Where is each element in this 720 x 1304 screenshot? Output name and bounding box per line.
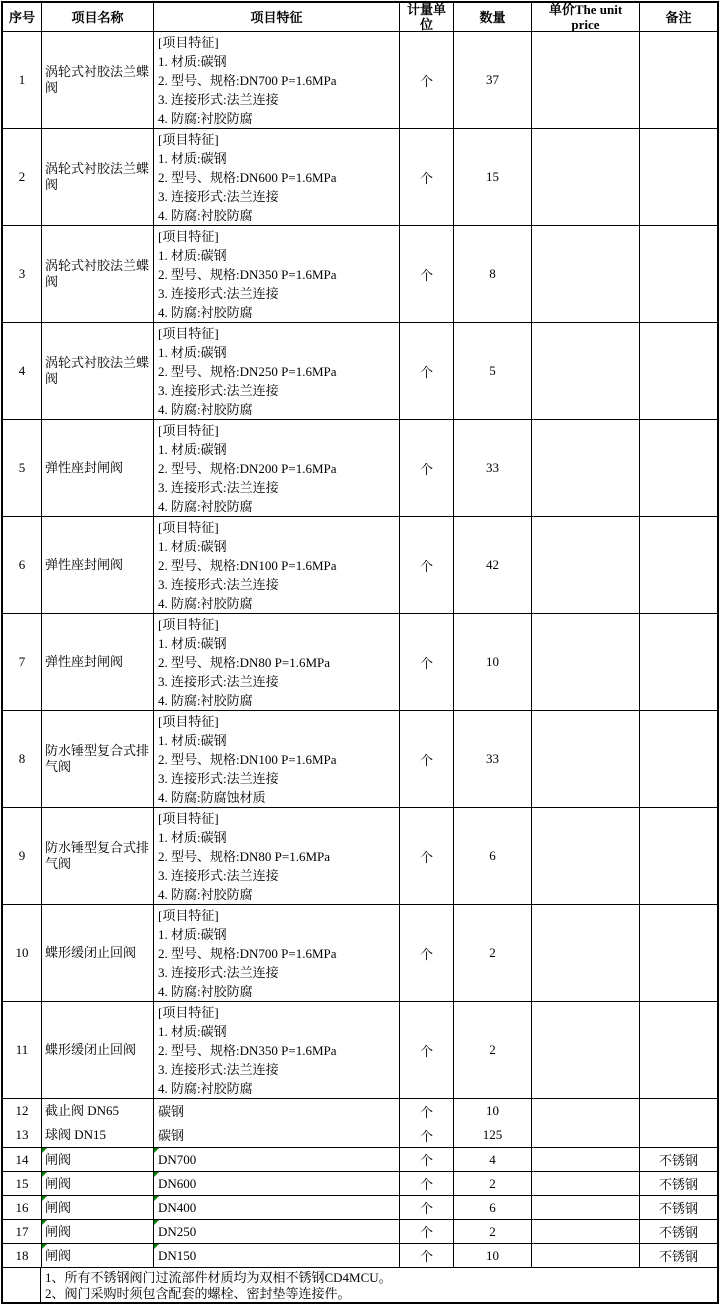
item-name-text: 闸阀 <box>45 1151 72 1167</box>
cell-serial: 12 <box>15 1103 29 1118</box>
cell-serial: 3 <box>18 266 26 281</box>
feature-line: 3. 连接形式:法兰连接 <box>158 867 279 883</box>
cell-flag-icon <box>42 1172 47 1177</box>
cell-unit: 个 <box>399 614 453 710</box>
cell-flag-icon <box>154 1196 159 1201</box>
cell-remark <box>639 905 717 1001</box>
cell-features <box>153 711 399 807</box>
feature-line: 1. 材质:碳钢 <box>158 926 227 942</box>
cell-features <box>153 1002 399 1098</box>
quantities-table <box>1 1 719 1304</box>
cell-features <box>153 323 399 419</box>
cell-price <box>531 1172 639 1195</box>
table-row <box>3 1001 717 1098</box>
cell-features <box>153 1196 399 1219</box>
feature-line: DN400 <box>158 1200 197 1215</box>
table-row <box>3 1147 717 1171</box>
cell-price <box>531 1196 639 1219</box>
cell-remark: 不锈钢 <box>639 1196 717 1219</box>
feature-line: 2. 型号、规格:DN350 P=1.6MPa <box>158 266 337 282</box>
cell-price <box>531 129 639 225</box>
feature-line: 2. 型号、规格:DN200 P=1.6MPa <box>158 460 337 476</box>
feature-line: 3. 连接形式:法兰连接 <box>158 770 279 786</box>
cell-serial: 17 <box>15 1223 29 1239</box>
item-name-text: 球阀 DN15 <box>45 1127 107 1142</box>
cell-price <box>531 517 639 613</box>
table-row <box>3 1098 717 1123</box>
feature-line: 3. 连接形式:法兰连接 <box>158 1061 279 1077</box>
cell-qty: 2 <box>453 1002 531 1098</box>
item-name-text: 闸阀 <box>45 1247 72 1263</box>
cell-unit: 个 <box>399 1196 453 1219</box>
cell-serial: 8 <box>18 751 26 766</box>
cell-flag-icon <box>42 1220 47 1225</box>
feature-line: [项目特征] <box>158 131 219 147</box>
item-name-text: 蝶形缓闭止回阀 <box>45 945 137 960</box>
cell-flag-icon <box>154 1172 159 1177</box>
cell-remark <box>639 1123 717 1147</box>
cell-serial: 9 <box>18 848 26 863</box>
table-body <box>3 31 717 1267</box>
item-name-text: 防水锤型复合式排气阀 <box>45 743 150 774</box>
cell-features <box>153 1148 399 1171</box>
item-name-text: 蝶形缓闭止回阀 <box>45 1042 137 1057</box>
feature-line: 4. 防腐:衬胶防腐 <box>158 207 253 223</box>
table-row <box>3 807 717 904</box>
cell-item-name <box>41 1196 153 1219</box>
cell-remark <box>639 1099 717 1123</box>
cell-qty: 2 <box>453 905 531 1001</box>
note-line: 1、所有不锈钢阀门过流部件材质均为双相不锈钢CD4MCU。 <box>45 1270 392 1285</box>
feature-line: [项目特征] <box>158 907 219 923</box>
notes-spacer <box>3 1268 41 1302</box>
cell-price <box>531 1148 639 1171</box>
feature-line: [项目特征] <box>158 810 219 826</box>
cell-serial: 16 <box>15 1199 29 1215</box>
cell-remark: 不锈钢 <box>639 1220 717 1243</box>
cell-price <box>531 226 639 322</box>
cell-features <box>153 1123 399 1147</box>
cell-unit: 个 <box>399 32 453 128</box>
cell-item-name <box>41 1172 153 1195</box>
header-item-name: 项目名称 <box>41 3 153 31</box>
cell-unit: 个 <box>399 1123 453 1147</box>
feature-line: 2. 型号、规格:DN700 P=1.6MPa <box>158 72 337 88</box>
item-name-text: 涡轮式衬胶法兰蝶阀 <box>45 64 150 95</box>
cell-price <box>531 1244 639 1267</box>
cell-features <box>153 1244 399 1267</box>
cell-serial: 14 <box>15 1151 29 1167</box>
cell-unit: 个 <box>399 517 453 613</box>
cell-unit: 个 <box>399 711 453 807</box>
cell-features <box>153 808 399 904</box>
table-row <box>3 710 717 807</box>
feature-line: 1. 材质:碳钢 <box>158 150 227 166</box>
feature-line: 4. 防腐:衬胶防腐 <box>158 304 253 320</box>
cell-price <box>531 711 639 807</box>
table-row <box>3 128 717 225</box>
cell-price <box>531 1002 639 1098</box>
cell-unit: 个 <box>399 1244 453 1267</box>
feature-line: [项目特征] <box>158 325 219 341</box>
item-name-text: 防水锤型复合式排气阀 <box>45 840 150 871</box>
cell-item-name <box>41 32 153 128</box>
cell-item-name <box>41 1123 153 1147</box>
table-row <box>3 1171 717 1195</box>
feature-line: 2. 型号、规格:DN350 P=1.6MPa <box>158 1042 337 1058</box>
cell-item-name <box>41 1220 153 1243</box>
feature-line: 4. 防腐:衬胶防腐 <box>158 886 253 902</box>
table-row <box>3 613 717 710</box>
cell-features <box>153 129 399 225</box>
feature-line: 2. 型号、规格:DN600 P=1.6MPa <box>158 169 337 185</box>
cell-flag-icon <box>154 1220 159 1225</box>
cell-qty: 33 <box>453 420 531 516</box>
cell-price <box>531 32 639 128</box>
header-features: 项目特征 <box>153 3 399 31</box>
cell-features <box>153 1172 399 1195</box>
cell-qty: 37 <box>453 32 531 128</box>
cell-item-name <box>41 1002 153 1098</box>
feature-line: 4. 防腐:衬胶防腐 <box>158 498 253 514</box>
feature-line: [项目特征] <box>158 1004 219 1020</box>
cell-flag-icon <box>42 1244 47 1249</box>
cell-serial: 7 <box>18 654 26 669</box>
feature-line: 2. 型号、规格:DN100 P=1.6MPa <box>158 751 337 767</box>
cell-qty: 8 <box>453 226 531 322</box>
table-row <box>3 419 717 516</box>
feature-line: 3. 连接形式:法兰连接 <box>158 964 279 980</box>
table-header-row <box>3 3 717 31</box>
cell-remark <box>639 129 717 225</box>
cell-qty: 6 <box>453 808 531 904</box>
feature-line: 1. 材质:碳钢 <box>158 53 227 69</box>
cell-qty: 10 <box>453 1244 531 1267</box>
item-name-text: 弹性座封闸阀 <box>45 557 124 572</box>
item-name-text: 涡轮式衬胶法兰蝶阀 <box>45 258 150 289</box>
table-row <box>3 31 717 128</box>
table-row <box>3 225 717 322</box>
feature-line: 碳钢 <box>158 1127 185 1143</box>
feature-line: 2. 型号、规格:DN100 P=1.6MPa <box>158 557 337 573</box>
item-name-text: 截止阀 DN65 <box>45 1103 120 1118</box>
cell-remark: 不锈钢 <box>639 1172 717 1195</box>
feature-line: 1. 材质:碳钢 <box>158 732 227 748</box>
cell-item-name <box>41 1148 153 1171</box>
cell-item-name <box>41 808 153 904</box>
cell-price <box>531 420 639 516</box>
notes-row <box>3 1267 717 1302</box>
header-qty: 数量 <box>453 3 531 31</box>
cell-unit: 个 <box>399 420 453 516</box>
cell-features <box>153 32 399 128</box>
cell-item-name <box>41 614 153 710</box>
feature-line: 1. 材质:碳钢 <box>158 635 227 651</box>
cell-remark <box>639 517 717 613</box>
feature-line: 2. 型号、规格:DN250 P=1.6MPa <box>158 363 337 379</box>
cell-item-name <box>41 129 153 225</box>
cell-qty: 42 <box>453 517 531 613</box>
feature-line: [项目特征] <box>158 422 219 438</box>
feature-line: 3. 连接形式:法兰连接 <box>158 188 279 204</box>
cell-price <box>531 1123 639 1147</box>
item-name-text: 弹性座封闸阀 <box>45 460 124 475</box>
cell-remark: 不锈钢 <box>639 1148 717 1171</box>
table-row <box>3 516 717 613</box>
item-name-text: 弹性座封闸阀 <box>45 654 124 669</box>
feature-line: [项目特征] <box>158 519 219 535</box>
feature-line: DN150 <box>158 1248 197 1263</box>
cell-unit: 个 <box>399 1099 453 1123</box>
item-name-text: 闸阀 <box>45 1199 72 1215</box>
table-row <box>3 1243 717 1267</box>
feature-line: 1. 材质:碳钢 <box>158 1023 227 1039</box>
cell-remark <box>639 1002 717 1098</box>
cell-item-name <box>41 905 153 1001</box>
cell-features <box>153 420 399 516</box>
table-row <box>3 322 717 419</box>
feature-line: 3. 连接形式:法兰连接 <box>158 673 279 689</box>
feature-line: 3. 连接形式:法兰连接 <box>158 576 279 592</box>
header-serial: 序号 <box>8 9 35 25</box>
cell-item-name <box>41 517 153 613</box>
cell-remark <box>639 420 717 516</box>
cell-unit: 个 <box>399 129 453 225</box>
feature-line: [项目特征] <box>158 228 219 244</box>
table-row <box>3 1195 717 1219</box>
cell-flag-icon <box>154 1148 159 1153</box>
cell-unit: 个 <box>399 323 453 419</box>
feature-line: 1. 材质:碳钢 <box>158 344 227 360</box>
cell-features <box>153 905 399 1001</box>
feature-line: 1. 材质:碳钢 <box>158 829 227 845</box>
cell-qty: 4 <box>453 1148 531 1171</box>
feature-line: [项目特征] <box>158 34 219 50</box>
item-name-text: 涡轮式衬胶法兰蝶阀 <box>45 355 150 386</box>
cell-unit: 个 <box>399 1148 453 1171</box>
cell-remark <box>639 808 717 904</box>
header-unit-price: 单价The unit price <box>531 3 639 31</box>
feature-line: DN600 <box>158 1176 197 1191</box>
cell-serial: 10 <box>15 945 29 960</box>
cell-remark <box>639 226 717 322</box>
cell-flag-icon <box>42 1196 47 1201</box>
cell-serial: 5 <box>18 460 26 475</box>
feature-line: 2. 型号、规格:DN700 P=1.6MPa <box>158 945 337 961</box>
feature-line: [项目特征] <box>158 616 219 632</box>
cell-qty: 2 <box>453 1220 531 1243</box>
cell-serial: 18 <box>15 1247 29 1263</box>
cell-unit: 个 <box>399 808 453 904</box>
feature-line: [项目特征] <box>158 713 219 729</box>
cell-item-name <box>41 1244 153 1267</box>
cell-qty: 5 <box>453 323 531 419</box>
feature-line: 3. 连接形式:法兰连接 <box>158 285 279 301</box>
feature-line: 4. 防腐:防腐蚀材质 <box>158 789 266 805</box>
cell-price <box>531 1220 639 1243</box>
table-row <box>3 1123 717 1147</box>
cell-remark <box>639 323 717 419</box>
feature-line: 4. 防腐:衬胶防腐 <box>158 401 253 417</box>
feature-line: 碳钢 <box>158 1103 185 1119</box>
cell-unit: 个 <box>399 1002 453 1098</box>
cell-serial: 11 <box>15 1042 29 1057</box>
feature-line: 4. 防腐:衬胶防腐 <box>158 1080 253 1096</box>
cell-price <box>531 905 639 1001</box>
notes-body <box>41 1268 717 1302</box>
note-line: 2、阀门采购时须包含配套的螺栓、密封垫等连接件。 <box>45 1286 351 1301</box>
cell-price <box>531 808 639 904</box>
cell-features <box>153 1220 399 1243</box>
cell-remark: 不锈钢 <box>639 1244 717 1267</box>
cell-price <box>531 1099 639 1123</box>
cell-serial: 4 <box>18 363 26 378</box>
cell-serial: 1 <box>18 72 26 87</box>
feature-line: 3. 连接形式:法兰连接 <box>158 91 279 107</box>
feature-line: 1. 材质:碳钢 <box>158 441 227 457</box>
cell-remark <box>639 614 717 710</box>
item-name-text: 涡轮式衬胶法兰蝶阀 <box>45 161 150 192</box>
cell-serial: 2 <box>18 169 26 184</box>
cell-qty: 15 <box>453 129 531 225</box>
cell-qty: 6 <box>453 1196 531 1219</box>
header-remark: 备注 <box>639 3 717 31</box>
cell-item-name <box>41 226 153 322</box>
cell-item-name <box>41 711 153 807</box>
cell-item-name <box>41 1099 153 1123</box>
cell-serial: 13 <box>15 1127 29 1142</box>
header-unit: 计量单位 <box>399 3 453 31</box>
cell-features <box>153 614 399 710</box>
cell-unit: 个 <box>399 905 453 1001</box>
table-row <box>3 1219 717 1243</box>
cell-features <box>153 226 399 322</box>
cell-qty: 10 <box>453 614 531 710</box>
cell-qty: 33 <box>453 711 531 807</box>
item-name-text: 闸阀 <box>45 1223 72 1239</box>
feature-line: 3. 连接形式:法兰连接 <box>158 479 279 495</box>
cell-flag-icon <box>42 1148 47 1153</box>
feature-line: 4. 防腐:衬胶防腐 <box>158 110 253 126</box>
cell-flag-icon <box>154 1244 159 1249</box>
cell-unit: 个 <box>399 1220 453 1243</box>
cell-remark <box>639 32 717 128</box>
cell-item-name <box>41 420 153 516</box>
cell-price <box>531 323 639 419</box>
item-name-text: 闸阀 <box>45 1175 72 1191</box>
cell-serial: 15 <box>15 1175 29 1191</box>
feature-line: DN700 <box>158 1152 197 1167</box>
feature-line: 2. 型号、规格:DN80 P=1.6MPa <box>158 848 331 864</box>
cell-serial: 6 <box>18 557 26 572</box>
feature-line: 4. 防腐:衬胶防腐 <box>158 692 253 708</box>
cell-qty: 2 <box>453 1172 531 1195</box>
cell-unit: 个 <box>399 1172 453 1195</box>
feature-line: DN250 <box>158 1224 197 1239</box>
cell-qty: 10 <box>453 1099 531 1123</box>
cell-features <box>153 517 399 613</box>
feature-line: 2. 型号、规格:DN80 P=1.6MPa <box>158 654 331 670</box>
feature-line: 4. 防腐:衬胶防腐 <box>158 595 253 611</box>
table-row <box>3 904 717 1001</box>
cell-features <box>153 1099 399 1123</box>
feature-line: 1. 材质:碳钢 <box>158 247 227 263</box>
cell-qty: 125 <box>453 1123 531 1147</box>
feature-line: 1. 材质:碳钢 <box>158 538 227 554</box>
cell-item-name <box>41 323 153 419</box>
cell-unit: 个 <box>399 226 453 322</box>
feature-line: 4. 防腐:衬胶防腐 <box>158 983 253 999</box>
feature-line: 3. 连接形式:法兰连接 <box>158 382 279 398</box>
cell-remark <box>639 711 717 807</box>
cell-price <box>531 614 639 710</box>
